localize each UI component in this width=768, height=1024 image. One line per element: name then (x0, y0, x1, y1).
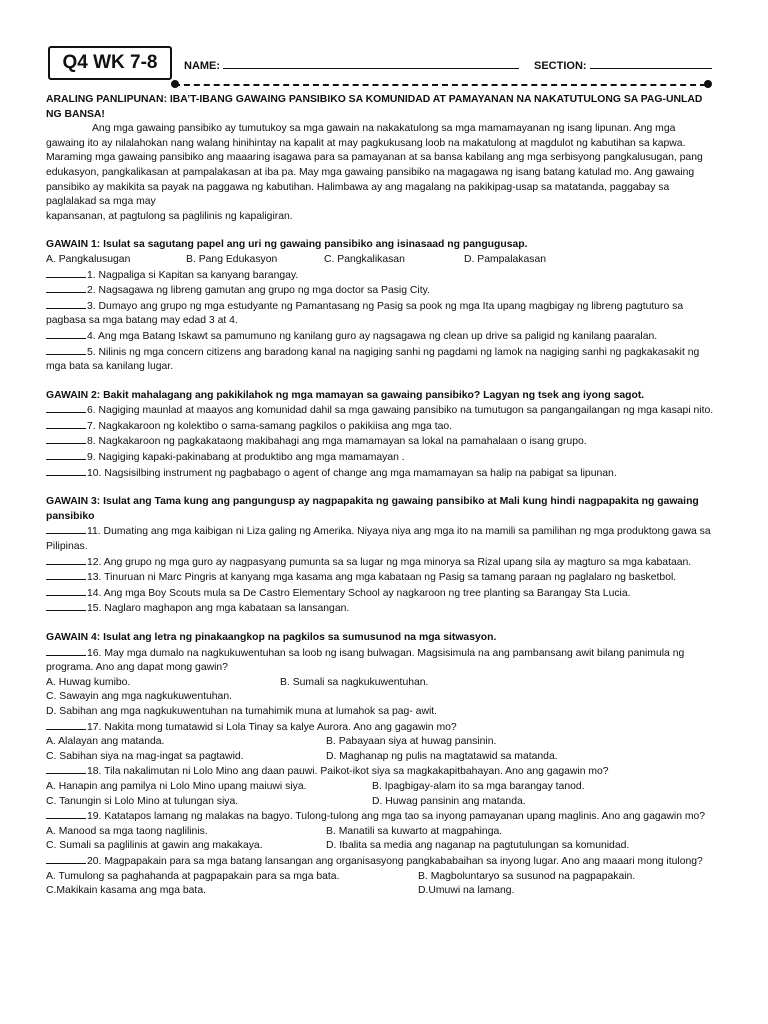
q20-options-row1 (46, 870, 714, 885)
list-item: 15. Naglaro maghapon ang mga kabataan sa lansangan. (46, 601, 714, 617)
q18-options-row2 (46, 795, 714, 810)
answer-blank[interactable] (46, 329, 86, 339)
answer-blank[interactable] (46, 419, 86, 429)
q18-option-a: A. Hanapin ang pamilya ni Lolo Mino upang maiuwi siya. (46, 780, 307, 792)
list-item: 2. Nagsagawa ng libreng gamutan ang grupo ng mga doctor sa Pasig City. (46, 283, 714, 299)
q20-option-c: C.Makikain kasama ang mga bata. (46, 885, 206, 897)
list-item: 6. Nagiging maunlad at maayos ang komunidad dahil sa mga gawaing pansibiko na tumutugon sa pangangailangan ng mga kasapi nito. (46, 403, 714, 419)
q16-option-b: B. Sumali sa nagkukuwentuhan. (280, 676, 429, 688)
answer-blank[interactable] (46, 720, 86, 730)
q18-option-c: C. Tanungin si Lolo Mino at tulungan siya. (46, 795, 239, 807)
answer-blank[interactable] (46, 570, 86, 580)
list-item: 14. Ang mga Boy Scouts mula sa De Castro Elementary School ay nagkaroon ng tree planting sa Barangay Sta Lucia. (46, 586, 714, 602)
answer-blank[interactable] (46, 466, 86, 476)
list-item: 3. Dumayo ang grupo ng mga estudyante ng Pamantasang ng Pasig sa pook ng mga Ita upang magbigay ng libreng pagtuturo sa pagbasa sa mga batang may edad 3 at 4. (46, 300, 684, 327)
intro-paragraph: Ang mga gawaing pansibiko ay tumutukoy sa mga gawain na nakakatulong sa mga mamamayanan ng isang lipunan. Ang mga gawaing ito ay nilalahokan nang walang hinihintay na kapalit at may pagkukusang loob na makatulong at magdulot ng kabutihan sa kapwa. Maraming mga gawaing pansibiko ang maaaring isagawa para sa pamayanan at sa bansa kabilang ang mga serbisyong pangkalusugan, pang edukasyon, pangkalikasan at pampalakasan at iba pa. May mga gawaing pansibiko na magagawa ng isang batang katulad mo. Ang gawaing pansibiko ay makikita sa payak na paggawa ng kabutihan. Halimbawa ay ang magalang na pakikipag-usap sa matatanda, paggabay sa paglalakad sa mga may (46, 123, 703, 208)
week-code-box: Q4 WK 7-8 (48, 46, 172, 80)
q18-option-b: B. Ipagbigay-alam ito sa mga barangay tanod. (372, 780, 585, 792)
name-label: NAME: (184, 60, 221, 72)
q17-options-row2 (46, 750, 714, 765)
answer-blank[interactable] (46, 764, 86, 774)
q19-option-b: B. Manatili sa kuwarto at magpahinga. (326, 825, 503, 837)
choice-d: D. Pampalakasan (464, 253, 547, 265)
q19-options-row2 (46, 839, 714, 854)
q17-option-d: D. Maghanap ng pulis na magtatawid sa matanda. (326, 750, 558, 762)
answer-blank[interactable] (46, 268, 86, 278)
q20-option-b: B. Magboluntaryo sa susunod na pagpapakain. (418, 870, 636, 882)
q16-option-a: A. Huwag kumibo. (46, 676, 131, 688)
name-field (184, 58, 519, 72)
question-17: 17. Nakita mong tumatawid si Lola Tinay sa kalye Aurora. Ano ang gagawin mo? (46, 720, 714, 736)
q19-option-c: C. Sumali sa paglilinis at gawin ang makakaya. (46, 840, 263, 852)
list-item: 9. Nagiging kapaki-pakinabang at produktibo ang mga mamamayan . (46, 450, 714, 466)
answer-blank[interactable] (46, 555, 86, 565)
q16-options-row1 (46, 676, 714, 691)
gawain1-choices (46, 253, 714, 268)
question-18: 18. Tila nakalimutan ni Lolo Mino ang daan pauwi. Paikot-ikot siya sa magkakapitbahayan. Ano ang gagawin mo? (46, 764, 714, 780)
gawain2-heading: GAWAIN 2: Bakit mahalagang ang pakikilahok ng mga mamayan sa gawaing pansibiko? Lagyan ng tsek ang iyong sagot. (46, 389, 645, 401)
list-item: 1. Nagpaliga si Kapitan sa kanyang barangay. (46, 268, 714, 284)
answer-blank[interactable] (46, 586, 86, 596)
list-item: 5. Nilinis ng mga concern citizens ang baradong kanal na nagiging sanhi ng pagdami ng lamok na nagiging sanhi ng pagkakasakit ng mga bata sa kanilang lugar. (46, 346, 700, 373)
choice-c: C. Pangkalikasan (324, 253, 405, 265)
q19-option-d: D. Ibalita sa media ang naganap na pagtutulungan sa komunidad. (326, 840, 630, 852)
answer-blank[interactable] (46, 854, 86, 864)
q18-options-row1 (46, 780, 714, 795)
list-item: 11. Dumating ang mga kaibigan ni Liza galing ng Amerika. Niyaya niya ang mga ito na mamili sa pamilihan ng mga produktong gawa sa Pilipinas. (46, 526, 711, 553)
answer-blank[interactable] (46, 524, 86, 534)
name-blank[interactable] (223, 58, 519, 69)
list-item: 12. Ang grupo ng mga guro ay nagpasyang pumunta sa sa lugar ng mga minorya sa Rizal upang sila ay magturo sa mga kabataan. (46, 555, 714, 571)
answer-blank[interactable] (46, 601, 86, 611)
answer-blank[interactable] (46, 403, 86, 413)
section-label: SECTION: (534, 60, 587, 72)
list-item: 8. Nagkakaroon ng pagkakataong makibahagi ang mga mamamayan sa lokal na pamahalaan o isang grupo. (46, 434, 714, 450)
q16-option-d: D. Sabihan ang mga nagkukuwentuhan na tumahimik muna at lumahok sa pag- awit. (46, 705, 438, 717)
q19-option-a: A. Manood sa mga taong naglilinis. (46, 825, 208, 837)
q17-option-c: C. Sabihan siya na mag-ingat sa pagtawid. (46, 750, 244, 762)
q19-options-row1 (46, 825, 714, 840)
worksheet-title: ARALING PANLIPUNAN: IBA’T-IBANG GAWAING PANSIBIKO SA KOMUNIDAD AT PAMAYANAN NA NAKATUTULONG SA PAG-UNLAD NG BANSA! (46, 94, 703, 120)
answer-blank[interactable] (46, 450, 86, 460)
answer-blank[interactable] (46, 434, 86, 444)
section-field (534, 58, 712, 72)
list-item: 7. Nagkakaroon ng kolektibo o sama-samang pagkilos o pakikiisa ang mga tao. (46, 419, 714, 435)
dashed-divider (174, 84, 706, 86)
divider-dot-right (704, 80, 712, 88)
q18-option-d: D. Huwag pansinin ang matanda. (372, 795, 526, 807)
answer-blank[interactable] (46, 299, 86, 309)
q17-option-a: A. Alalayan ang matanda. (46, 736, 165, 748)
answer-blank[interactable] (46, 283, 86, 293)
answer-blank[interactable] (46, 809, 86, 819)
list-item: 4. Ang mga Batang Iskawt sa pamumuno ng kanilang guro ay nagsagawa ng clean up drive sa paligid ng kanilang paaralan. (46, 329, 714, 345)
gawain4-heading: GAWAIN 4: Isulat ang letra ng pinakaangkop na pagkilos sa sumusunod na mga sitwasyon. (46, 632, 497, 643)
list-item: 13. Tinuruan ni Marc Pingris at kanyang mga kasama ang mga kabataan ng Pasig sa tamang paraan ng paglalaro ng basketbol. (46, 570, 714, 586)
section-blank[interactable] (590, 58, 712, 69)
q17-option-b: B. Pabayaan siya at huwag pansinin. (326, 736, 497, 748)
q20-option-a: A. Tumulong sa paghahanda at pagpapakain para sa mga bata. (46, 870, 340, 882)
answer-blank[interactable] (46, 646, 86, 656)
choice-b: B. Pang Edukasyon (186, 253, 278, 265)
q20-option-d: D.Umuwi na lamang. (418, 885, 515, 897)
q20-options-row2 (46, 884, 714, 899)
intro-paragraph-end: kapansanan, at pagtulong sa paglilinis ng kapaligiran. (46, 210, 293, 222)
gawain3-heading: GAWAIN 3: Isulat ang Tama kung ang pangungusp ay nagpapakita ng gawaing pansibiko at Mali kung hindi nagpapakita ng gawaing pansibiko (46, 496, 699, 522)
worksheet-content (46, 93, 714, 899)
q17-options-row1 (46, 735, 714, 750)
gawain1-heading: GAWAIN 1: Isulat sa sagutang papel ang uri ng gawaing pansibiko ang isinasaad ng pangugusap. (46, 239, 528, 251)
question-16: 16. May mga dumalo na nagkukuwentuhan sa loob ng isang bulwagan. Magsisimula na ang pambansang awit bilang panimula ng programa. Ano ang dapat mong gawin? (46, 647, 685, 674)
answer-blank[interactable] (46, 345, 86, 355)
question-20: 20. Magpapakain para sa mga batang lansangan ang organisasyong pangkababaihan sa inyong lugar. Ano ang maaari mong itulong? (46, 854, 714, 870)
list-item: 10. Nagsisilbing instrument ng pagbabago o agent of change ang mga mamamayan sa halip na pabigat sa lipunan. (46, 466, 714, 482)
choice-a: A. Pangkalusugan (46, 253, 131, 265)
question-19: 19. Katatapos lamang ng malakas na bagyo. Tulong-tulong ang mga tao sa inyong pamayanan upang maglinis. Ano ang gagawin mo? (46, 809, 714, 825)
q16-option-c: C. Sawayin ang mga nagkukuwentuhan. (46, 691, 232, 703)
